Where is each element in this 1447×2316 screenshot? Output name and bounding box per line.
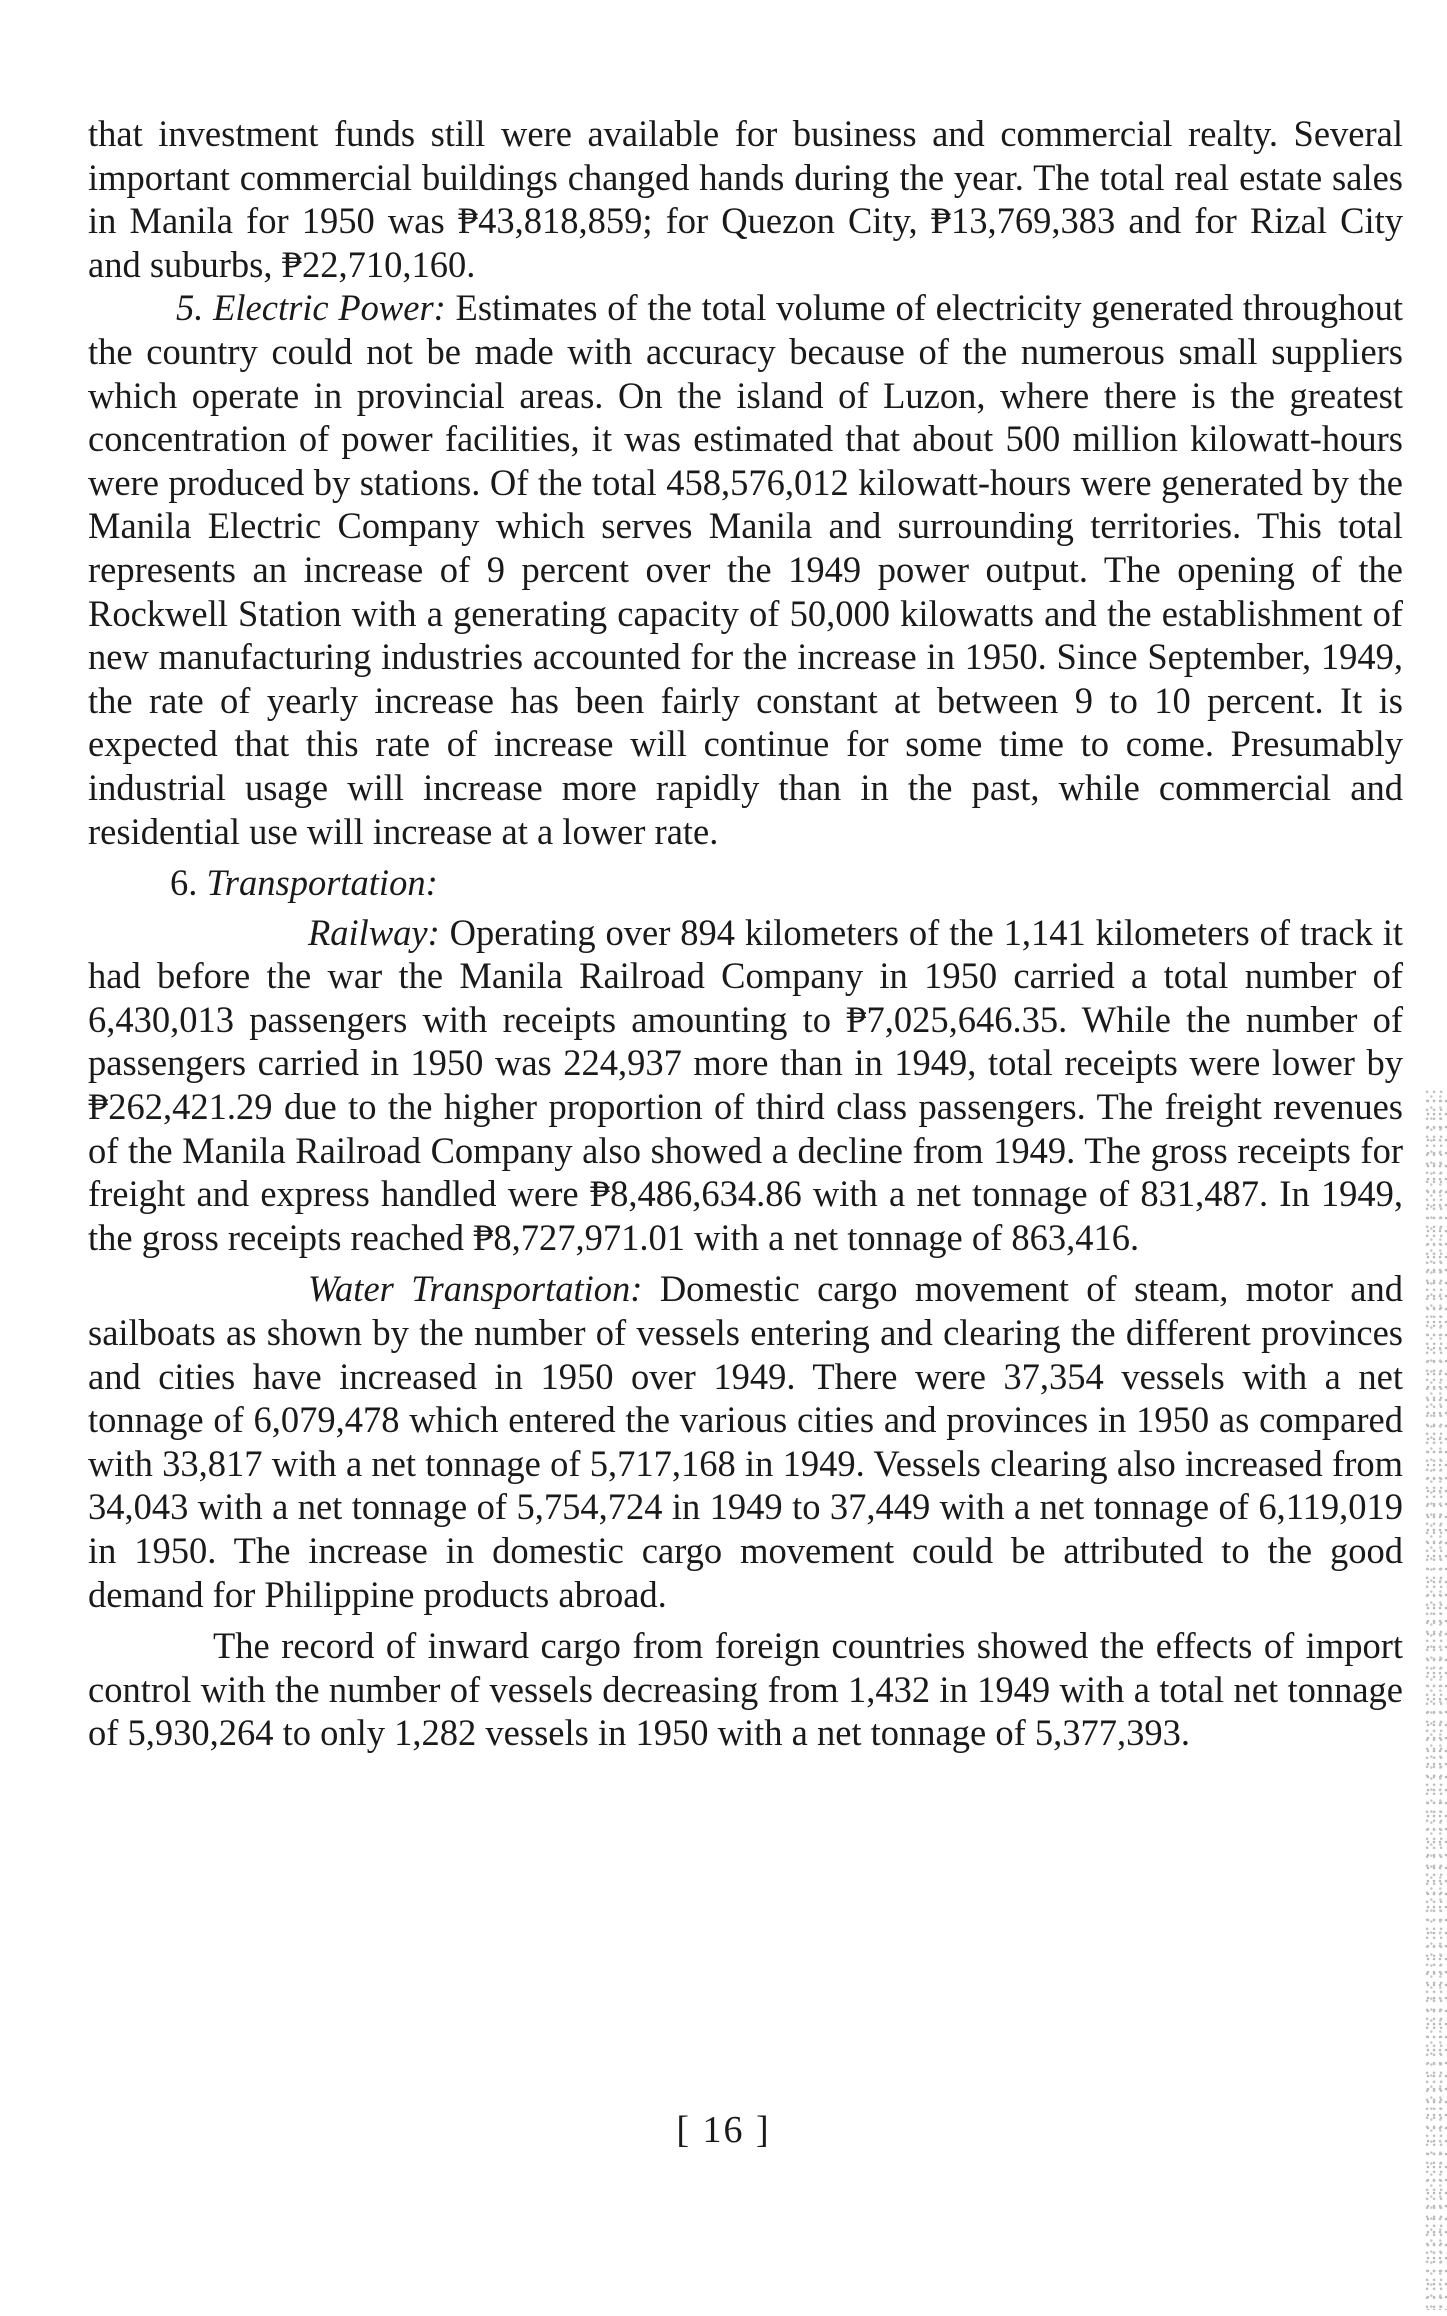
electric-power-body: Estimates of the total volume of electricity generated throughout the country could not be made with accuracy because of the numerous small suppliers which operate in provincial areas. On the island of Luzon, where there is the greatest concentration of power facilities, it was estimated that about 500 million kilowatt-hours were produced by stations. Of the total 458,576,012 kilowatt-hours were generated by the Manila Electric Company which serves Manila and surrounding territories. This total represents an increase of 9 percent over the 1949 power output. The opening of the Rockwell Station with a generating capacity of 50,000 kilowatts and the establishment of new manufacturing industries accounted for the increase in 1950. Since September, 1949, the rate of yearly increase has been fairly constant at between 9 to 10 percent. It is expected that this rate of increase will continue for some time to come. Presumably industrial usage will increase more rapidly than in the past, while commercial and residential use will increase at a lower rate. xyxy=(88,287,1403,852)
paragraph-electric-power xyxy=(88,286,1403,853)
page-number: [ 16 ] xyxy=(676,2109,771,2151)
page-body xyxy=(88,112,1403,1755)
water-transportation-body: Domestic cargo movement of steam, motor and sailboats as shown by the number of vessels entering and clearing the different provinces and cities have increased in 1950 over 1949. There were 37,354 vessels with a net tonnage of 6,079,478 which entered the various cities and provinces in 1950 as compared with 33,817 with a net tonnage of 5,717,168 in 1949. Vessels clearing also increased from 34,043 with a net tonnage of 5,754,724 in 1949 to 37,449 with a net tonnage of 6,119,019 in 1950. The increase in domestic cargo movement could be attributed to the good demand for Philippine products abroad. xyxy=(88,1268,1403,1615)
section-heading-transportation xyxy=(88,861,1403,905)
railway-body: Operating over 894 kilometers of the 1,141 kilometers of track it had before the war the Manila Railroad Company in 1950 carried a total number of 6,430,013 passengers with receipts amounting to ₱7,025,646.35. While the number of passengers carried in 1950 was 224,937 more than in 1949, total receipts were lower by ₱262,421.29 due to the higher proportion of third class passengers. The freight revenues of the Manila Railroad Company also showed a decline from 1949. The gross receipts for freight and express handled were ₱8,486,634.86 with a net tonnage of 831,487. In 1949, the gross receipts reached ₱8,727,971.01 with a net tonnage of 863,416. xyxy=(88,911,1403,1258)
section-title: Transportation: xyxy=(206,862,438,904)
electric-power-heading: 5. Electric Power: xyxy=(176,287,446,329)
paragraph-railway xyxy=(88,911,1403,1260)
paragraph-real-estate: that investment funds still were available for business and commercial realty. Several important commercial buildings changed hands during the year. The total real estate sales in Manila for 1950 was ₱43,818,859; for Quezon City, ₱13,769,383 and for Rizal City and suburbs, ₱22,710,160. xyxy=(88,113,1403,285)
paragraph-inward-cargo: The record of inward cargo from foreign countries showed the effects of import control with the number of vessels decreasing from 1,432 in 1949 with a total net tonnage of 5,930,264 to only 1,282 vessels in 1950 with a net tonnage of 5,377,393. xyxy=(88,1625,1403,1754)
paragraph-water-transportation xyxy=(88,1267,1403,1616)
railway-heading: Railway: xyxy=(308,911,440,953)
water-transportation-heading: Water Transportation: xyxy=(308,1268,643,1310)
scan-edge-noise xyxy=(1425,1090,1447,2310)
section-number: 6. xyxy=(170,862,198,904)
